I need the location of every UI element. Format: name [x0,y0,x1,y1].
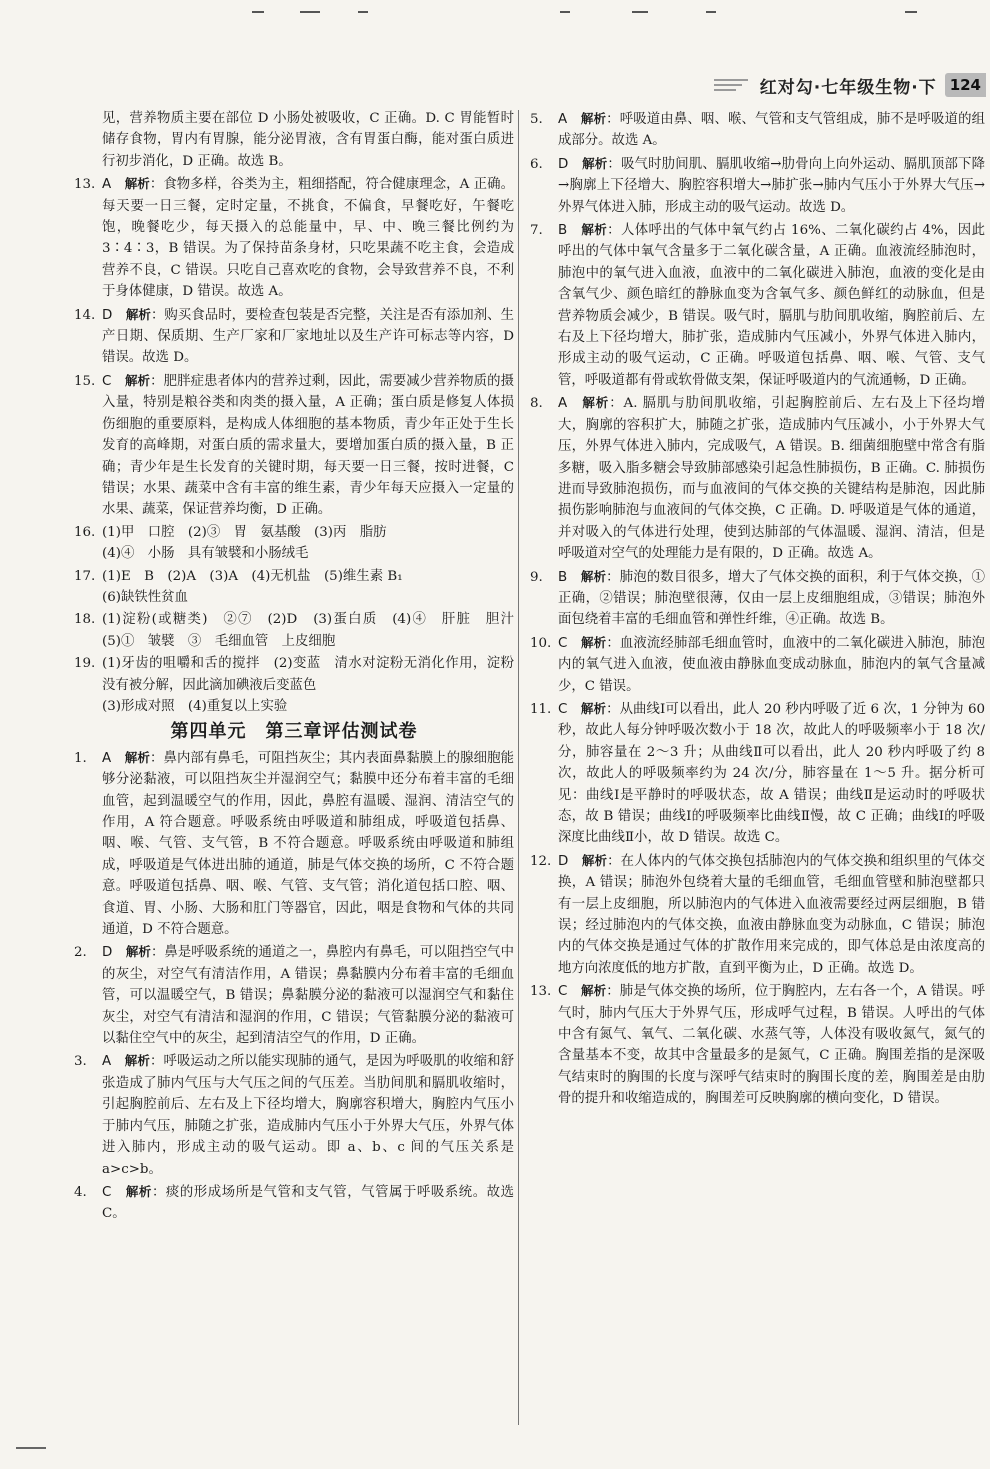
answer-item: 8. A 解析：A. 膈肌与肋间肌收缩，引起胸腔前后、左右及上下径均增大，胸廓的容积扩大，肺随之扩张，造成肺内气压减小，小于外界大气压，外界气体进入肺内，完成吸气，A 错误。B. 细菌细胞壁中常含有脂多糖，吸入脂多糖会导致肺部感染引起急性肺损伤，B 正确。C. 肺损伤进而导致肺泡损伤，而与血液间的气体交换的关键结构是肺泡，因此肺损伤影响肺泡与血液间的气体交换，C 正确。D. 呼吸道是气体的通道，并对吸入的气体进行处理，使到达肺部的气体温暖、湿润、清洁，但是呼吸道对空气的处理能力是有限的，D 正确。故选 A。 [530,395,985,562]
book-title: 红对勾·七年级生物·下 [759,77,937,98]
answer-item: 15. C 解析：肥胖症患者体内的营养过剩，因此，需要减少营养物质的摄入量，特别是粮谷类和肉类的摄入量，A 正确；蛋白质是修复人体损伤细胞的重要原料，是构成人体细胞的基本物质，青少年正处于生长发育的高峰期，对蛋白质的需求量大，要增加蛋白质的摄入量，B 正确；青少年是生长发育的关键时期，每天要一日三餐，按时进餐，C 错误；水果、蔬菜中含有丰富的维生素，青少年每天应摄入一定量的水果、蔬菜，保证营养均衡，D 正确。 [74,372,514,518]
page-header [714,72,986,98]
fill-answer-item: 17. (1)E B (2)A (3)A (4)无机盐 (5)维生素 B₁ (6)缺铁性贫血 [74,568,403,605]
answer-item: 2. D 解析：鼻是呼吸系统的通道之一，鼻腔内有鼻毛，可以阻挡空气中的灰尘，对空气有清洁作用，A 错误；鼻黏膜内分布着丰富的毛细血管，可以温暖空气，B 错误；鼻黏膜分泌的黏液可以湿润空气和黏住灰尘，对空气有清洁和湿润的作用，C 错误；气管黏膜分泌的黏液可以黏住空气中的灰尘，起到清洁空气的作用，D 正确。 [74,944,515,1047]
answer-list-b [74,522,528,718]
right-column [530,108,985,1428]
answer-item: 3. A 解析：呼吸运动之所以能实现肺的通气，是因为呼吸肌的收缩和舒张造成了肺内气压与大气压之间的气压差。当肋间肌和膈肌收缩时，引起胸腔前后、左右及上下径均增大，胸廓容积增大，胸腔内气压小于肺内气压，肺随之扩张，造成肺内气压小于外界大气压，外界气体进入肺内，形成主动的吸气运动。即 a、b、c 间的气压关系是 a>c>b。 [74,1053,515,1177]
answer-item: 14. D 解析：购买食品时，要检查包装是否完整，关注是否有添加剂、生产日期、保质期、生产厂家和厂家地址以及生产许可标志等内容，D 错误。故选 D。 [74,306,515,366]
scan-top-marks [0,8,990,18]
fill-answer-item: 19. (1)牙齿的咀嚼和舌的搅拌 (2)变蓝 清水对淀粉无消化作用，淀粉没有被分解，因此滴加碘液后变蓝色 (3)形成对照 (4)重复以上实验 [74,656,514,714]
column-divider [518,110,519,1425]
answer-item: 11. C 解析：从曲线Ⅰ可以看出，此人 20 秒内呼吸了近 6 次，1 分钟为 60 秒，故此人每分钟呼吸次数小于 18 次，故此人的呼吸频率小于 18 次/分，肺容量在 2～3 升；从曲线Ⅱ可以看出，此人 20 秒内呼吸了约 8 次，故此人的呼吸频率约为 24 次/分，肺容量在 1～5 升。据分析可见：曲线Ⅰ是平静时的呼吸状态，故 A 错误；曲线Ⅱ是运动时的呼吸状态，故 B 错误；曲线Ⅰ的呼吸频率比曲线Ⅱ慢，故 C 正确；曲线Ⅰ的呼吸深度比曲线Ⅱ小，故 D 错误。故选 C。 [530,700,985,846]
answer-item: 4. C 解析：痰的形成场所是气管和支气管，气管属于呼吸系统。故选 C。 [74,1183,514,1222]
answer-list-c [74,747,514,1225]
answer-item: 12. D 解析：在人体内的气体交换包括肺泡内的气体交换和组织里的气体交换，A 错误；肺泡外包绕着大量的毛细血管，毛细血管壁和肺泡壁都只有一层上皮细胞，所以肺泡内的气体进入血液需要经过两层细胞，B 错误；经过肺泡内的气体交换，血液由静脉血变为动脉血，C 错误；肺泡内的气体交换是通过气体的扩散作用来完成的，即气体总是由浓度高的地方向浓度低的地方扩散，直到平衡为止，D 正确。故选 D。 [530,852,985,976]
answer-item: 13. C 解析：肺是气体交换的场所，位于胸腔内，左右各一个，A 错误。呼气时，肺内气压大于外界气压，形成呼气过程，B 错误。人呼出的气体中含有氮气、氧气、二氧化碳、水蒸气等，人体没有吸收氮气，氮气的含量基本不变，故其中含量最多的是氮气，C 正确。胸围差指的是深吸气结束时的胸围的长度与深呼气结束时的胸围长度的差，胸围差是由肋骨的提升和收缩造成的，胸围差可反映胸廓的横向变化，D 错误。 [530,983,985,1107]
section-title: 第四单元 第三章评估测试卷 [170,721,418,743]
header-stripes-icon [714,79,748,91]
answer-item: 13. A 解析：食物多样，谷类为主，粗细搭配，符合健康理念，A 正确。每天要一日三餐，定时定量，不挑食，不偏食，早餐吃好，午餐吃饱，晚餐吃少，每天摄入的总能量中，早、中、晚三餐比例约为 3∶4∶3，B 错误。为了保持苗条身材，只吃果蔬不吃主食，会造成营养不良，C 错误。只吃自己喜欢吃的食物，会导致营养不良，不利于身体健康，D 错误。故选 A。 [74,176,514,300]
left-column [74,108,528,1428]
continuation-paragraph: 见，营养物质主要在部位 D 小肠处被吸收，C 正确。D. C 胃能暂时储存食物，胃内有胃腺，能分泌胃液，含有胃蛋白酶，能对蛋白质进行初步消化，D 正确。故选 B。 [102,111,514,169]
answer-item: 5. A 解析：呼吸道由鼻、咽、喉、气管和支气管组成，肺不是呼吸道的组成部分。故选 A。 [530,111,985,149]
scan-bottom-mark [16,1447,46,1449]
answer-item: 9. B 解析：肺泡的数目很多，增大了气体交换的面积，利于气体交换，①正确，②错误；肺泡壁很薄，仅由一层上皮细胞组成，③错误；肺泡外面包绕着丰富的毛细血管和弹性纤维，④正确。故选 B。 [530,568,985,628]
answer-list-a [74,173,514,521]
fill-answer-item: 18. (1)淀粉(或糖类) ②⑦ (2)D (3)蛋白质 (4)④ 肝脏 胆汁 (5)① 皱襞 ③ 毛细血管 上皮细胞 [74,612,528,649]
fill-answer-item: 16. (1)甲 口腔 (2)③ 胃 氨基酸 (3)丙 脂肪 (4)④ 小肠 具有皱襞和小肠绒毛 [74,524,387,562]
answer-item: 6. D 解析：吸气时肋间肌、膈肌收缩→肋骨向上向外运动、膈肌顶部下降→胸廓上下径增大、胸腔容积增大→肺扩张→肺内气压小于外界大气压→外界气体进入肺，形成主动的吸气运动。故选 D。 [530,155,985,215]
answer-item: 1. A 解析：鼻内部有鼻毛，可阻挡灰尘；其内表面鼻黏膜上的腺细胞能够分泌黏液，可以阻挡灰尘并湿润空气；黏膜中还分布着丰富的毛细血管，起到温暖空气的作用，因此，鼻腔有温暖、湿润、清洁空气的作用，A 符合题意。呼吸系统由呼吸道和肺组成，呼吸道包括鼻、咽、喉、气管、支气管，B 不符合题意。呼吸系统由呼吸道和肺组成，呼吸道是气体进出肺的通道，肺是气体交换的场所，C 不符合题意。呼吸道包括鼻、咽、喉、气管、支气管；消化道包括口腔、咽、食道、胃、小肠、大肠和肛门等器官，因此，咽是食物和气体的共同通道，D 不符合题意。 [74,749,515,938]
answer-item: 10. C 解析：血液流经肺部毛细血管时，血液中的二氧化碳进入肺泡，肺泡内的氧气进入血液，使血液由静脉血变成动脉血，肺泡内的氧气含量减少，C 错误。 [530,634,985,694]
page-number: 124 [945,73,986,97]
answer-item: 7. B 解析：人体呼出的气体中氧气约占 16%、二氧化碳约占 4%，因此呼出的气体中氧气含量多于二氧化碳含量，A 正确。血液流经肺泡时，肺泡中的氧气进入血液，血液中的二氧化碳进入肺泡，血液的变化是由含氧气少、颜色暗红的静脉血变为含氧气多、颜色鲜红的动脉血，但是营养物质会减少，B 错误。吸气时，膈肌与肋间肌收缩，胸腔前后、左右及上下径均增大，肺扩张，造成肺内气压减小，外界气体进入肺内，形成主动的吸气运动，C 正确。呼吸道包括鼻、咽、喉、气管、支气管，呼吸道都有骨或软骨做支架，保证呼吸道内的气流通畅，D 正确。 [530,222,985,388]
